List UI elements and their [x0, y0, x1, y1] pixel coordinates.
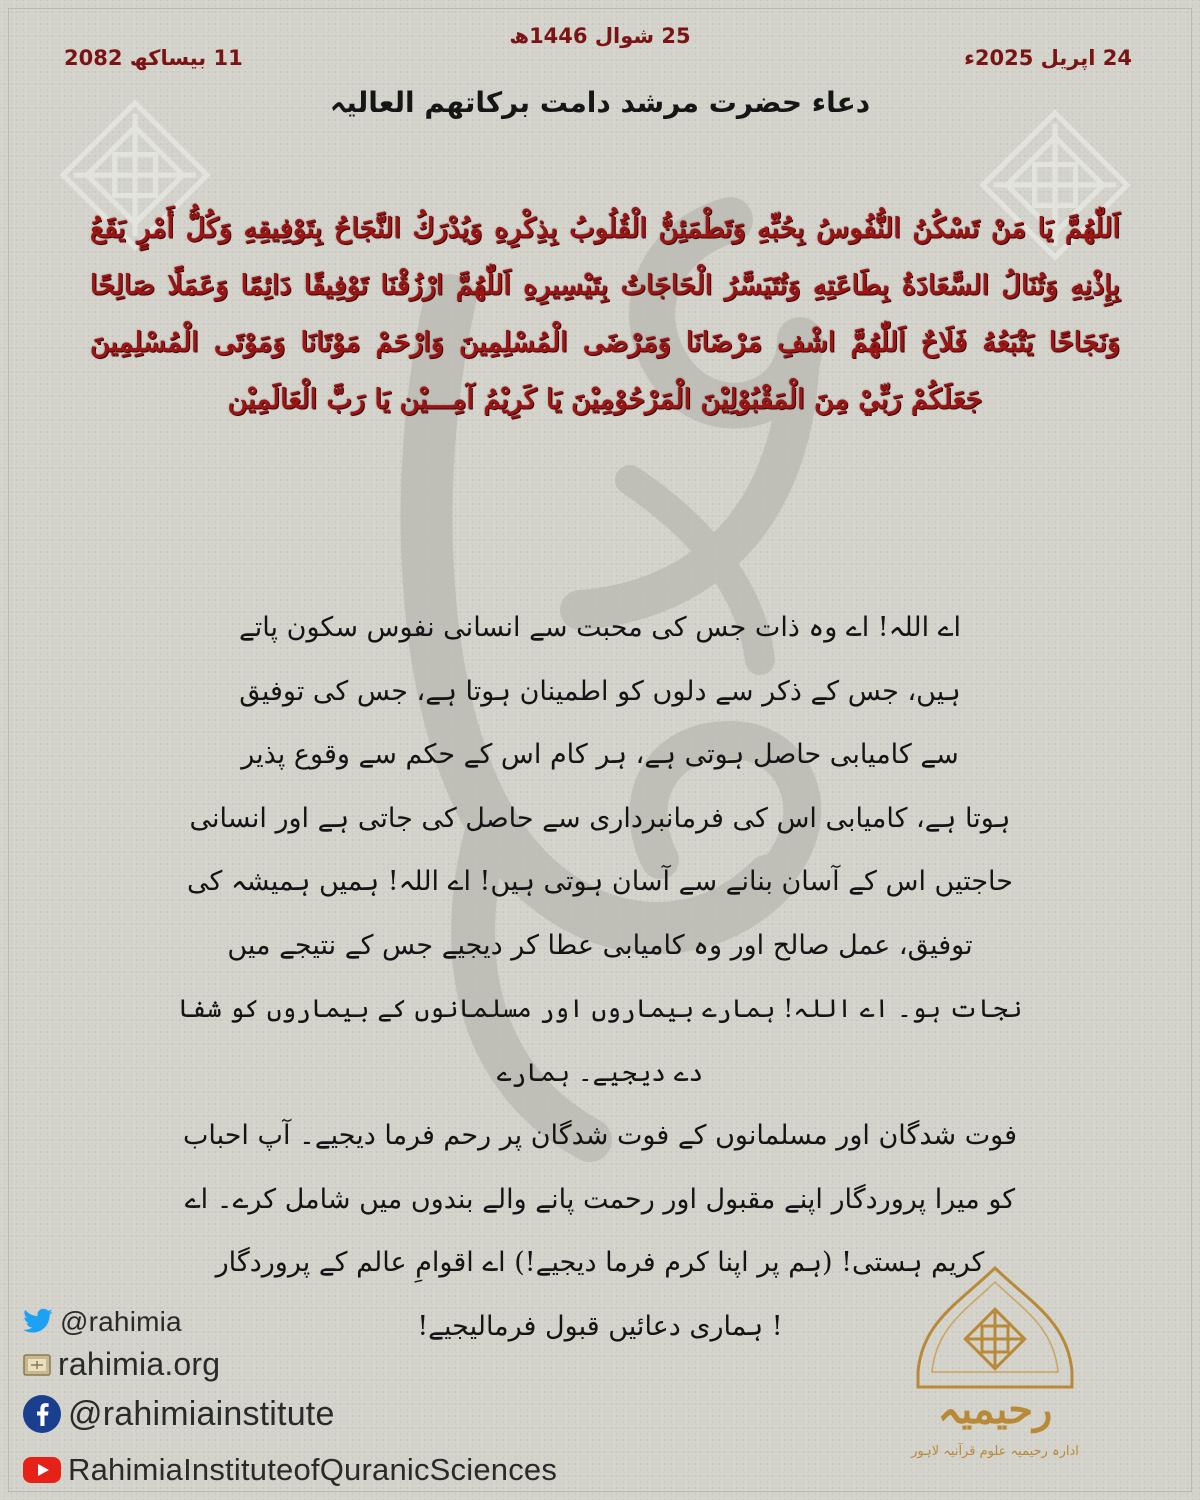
youtube-channel: RahimiaInstituteofQuranicSciences	[68, 1452, 558, 1487]
urdu-line: کو میرا پروردگار اپنے مقبول اور رحمت پانے والے بندوں میں شامل کرے۔ اے	[184, 1183, 1016, 1215]
twitter-icon	[22, 1308, 54, 1336]
website-icon	[22, 1351, 52, 1379]
urdu-translation	[165, 596, 1035, 1358]
twitter-handle: @rahimia	[60, 1306, 182, 1337]
facebook-link[interactable]	[22, 1394, 335, 1434]
urdu-line: فوت شدگان اور مسلمانوں کے فوت شدگان پر رحم فرما دیجیے۔ آپ احباب	[182, 1120, 1018, 1151]
logo-subtitle: ادارہ رحیمیہ علوم قرآنیہ لاہور	[911, 1444, 1079, 1459]
page-title: دعاء حضرت مرشد دامت برکاتھم العالیہ	[329, 86, 871, 119]
urdu-line: حاجتیں اس کے آسان بنانے سے آسان ہوتی ہیں! اے اللہ! ہمیں ہمیشہ کی	[187, 866, 1013, 897]
arabic-dua-text: اَللّٰهُمَّ يَا مَنْ تَسْكُنُ النُّفُوسُ بِحُبِّهِ وَتَطْمَئِنُّ الْقُلُوبُ بِذِكْرِهِ وَيُدْرَكُ النَّجَاحُ بِتَوْفِيقِهِ وَكُلُّ أَمْرٍ يَقَعُ بِإِذْنِهِ وَتُنَالُ السَّعَادَةُ بِطَاعَتِهِ وَتُتَيَسَّرُ الْحَاجَاتُ بِتَيْسِيرِهِ اَللّٰهُمَّ ارْزُقْنَا تَوْفِيقًا دَائِمًا وَعَمَلًا صَالِحًا وَنَجَاحًا يَتْبَعُهُ فَلَاحٌ اَللّٰهُمَّ اشْفِ مَرْضَانَا وَمَرْضَى الْمُسْلِمِينَ وَارْحَمْ مَوْتَانَا وَمَوْتَى الْمُسْلِمِينَ جَعَلَكُمْ رَبِّيْ مِنَ الْمَقْبُوْلِيْنَ الْمَرْحُوْمِيْنَ يَا كَرِيْمُ آمِـــيْن يَا رَبَّ الْعَالَمِيْن	[90, 213, 1120, 415]
urdu-line: ہیں، جس کے ذکر سے دلوں کو اطمینان ہوتا ہے، جس کی توفیق	[239, 675, 961, 707]
website-url: rahimia.org	[58, 1346, 221, 1382]
urdu-line: ! ہماری دعائیں قبول فرمالیجیے!	[417, 1310, 783, 1342]
urdu-line: نجات ہو۔ اے اللہ! ہمارے بیماروں اور مسلمانوں کے بیماروں کو شفا دے دیجیے۔ ہمارے	[177, 994, 1023, 1087]
facebook-icon	[22, 1394, 62, 1434]
logo-name: رحیمیہ	[937, 1386, 1053, 1433]
facebook-handle: @rahimiainstitute	[68, 1394, 335, 1433]
youtube-link[interactable]	[22, 1452, 557, 1488]
urdu-line: توفیق، عمل صالح اور وہ کامیابی عطا کر دیجیے جس کے نتیجے میں	[227, 929, 973, 961]
gregorian-date: 24 اپریل 2025ء	[964, 46, 1132, 70]
hijri-date: 25 شوال 1446ھ	[509, 24, 691, 48]
youtube-icon	[22, 1456, 62, 1484]
urdu-line: سے کامیابی حاصل ہوتی ہے، ہر کام اس کے حکم سے وقوع پذیر	[241, 739, 959, 770]
urdu-line: کریم ہستی! (ہم پر اپنا کرم فرما دیجیے!) اے اقوامِ عالم کے پروردگار	[215, 1247, 985, 1278]
website-link[interactable]	[22, 1346, 220, 1383]
bikrami-date: 11 بیساکھ 2082	[64, 46, 243, 70]
twitter-link[interactable]	[22, 1306, 182, 1338]
urdu-line: اے اللہ! اے وہ ذات جس کی محبت سے انسانی نفوس سکون پاتے	[238, 612, 962, 643]
urdu-line: ہوتا ہے، کامیابی اس کی فرمانبرداری سے حاصل کی جاتی ہے اور انسانی	[189, 802, 1011, 834]
